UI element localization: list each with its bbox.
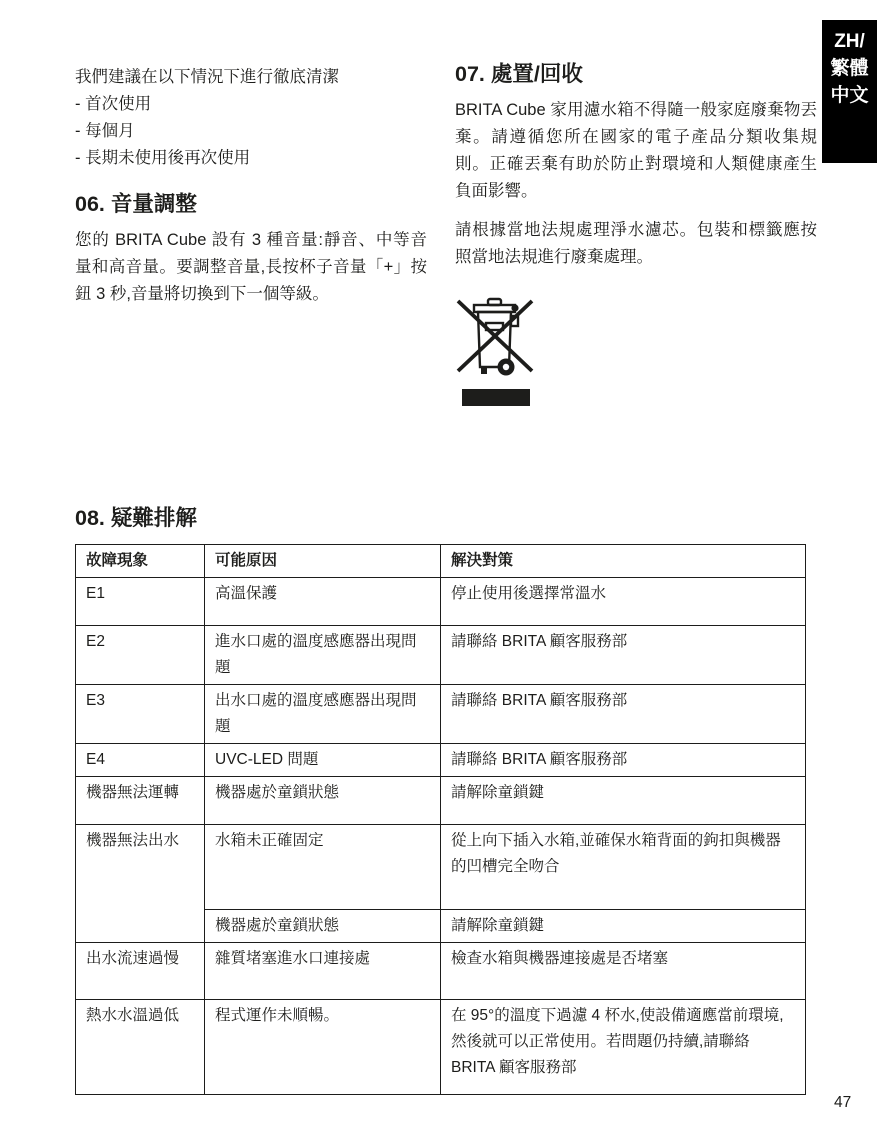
cell-symptom: E4	[76, 744, 205, 777]
cell-cause: 進水口處的溫度感應器出現問題	[205, 626, 441, 685]
cell-solution: 請聯絡 BRITA 顧客服務部	[441, 744, 806, 777]
table-row	[76, 626, 806, 685]
language-tab-line: 中文	[830, 85, 869, 106]
language-tab-line: 繁體	[830, 58, 869, 79]
cell-cause: 程式運作未順暢。	[205, 1000, 441, 1095]
cell-solution: 請聯絡 BRITA 顧客服務部	[441, 685, 806, 744]
cleaning-intro-line: - 長期未使用後再次使用	[75, 149, 251, 167]
cleaning-intro-line: - 每個月	[75, 122, 135, 140]
section06-title: 06. 音量調整	[75, 192, 197, 216]
cell-cause: 機器處於童鎖狀態	[205, 910, 441, 943]
cell-cause: 出水口處的溫度感應器出現問題	[205, 685, 441, 744]
table-row	[76, 744, 806, 777]
cell-cause: 機器處於童鎖狀態	[205, 777, 441, 825]
cell-cause: 雜質堵塞進水口連接處	[205, 943, 441, 1000]
section07-para1: BRITA Cube 家用濾水箱不得隨一般家庭廢棄物丟棄。請遵循您所在國家的電子產品分類收集規則。正確丟棄有助於防止對環境和人類健康產生負面影響。	[455, 101, 817, 200]
table-row	[76, 1000, 806, 1095]
cell-symptom: 機器無法運轉	[76, 777, 205, 825]
cell-symptom: E2	[76, 626, 205, 685]
table-header-row	[76, 545, 806, 578]
cell-solution: 請聯絡 BRITA 顧客服務部	[441, 626, 806, 685]
page-number: 47	[834, 1094, 852, 1111]
cell-solution: 請解除童鎖鍵	[441, 910, 806, 943]
cell-symptom: 機器無法出水	[76, 825, 205, 943]
header-cause: 可能原因	[205, 545, 441, 578]
section07-para2: 請根據當地法規處理淨水濾芯。包裝和標籤應按照當地法規進行廢棄處理。	[455, 221, 817, 266]
cell-cause: UVC-LED 問題	[205, 744, 441, 777]
cell-symptom: 熱水水溫過低	[76, 1000, 205, 1095]
table-row	[76, 943, 806, 1000]
cell-cause: 高溫保護	[205, 578, 441, 626]
section08-title: 08. 疑難排解	[75, 506, 197, 530]
cell-solution: 停止使用後選擇常溫水	[441, 578, 806, 626]
left-column	[75, 64, 427, 308]
table-row	[76, 685, 806, 744]
header-solution: 解決對策	[441, 545, 806, 578]
table-row	[76, 578, 806, 626]
language-tab	[822, 20, 877, 163]
cleaning-intro-line: - 首次使用	[75, 95, 152, 113]
cell-solution: 從上向下插入水箱,並確保水箱背面的鉤扣與機器的凹槽完全吻合	[441, 825, 806, 910]
cell-solution: 在 95°的溫度下過濾 4 杯水,使設備適應當前環境,然後就可以正常使用。若問題仍持續,請聯絡 BRITA 顧客服務部	[441, 1000, 806, 1095]
cell-symptom: 出水流速過慢	[76, 943, 205, 1000]
troubleshooting-table	[75, 544, 806, 1095]
cell-symptom: E3	[76, 685, 205, 744]
language-tab-line: ZH/	[834, 31, 865, 52]
cell-solution: 檢查水箱與機器連接處是否堵塞	[441, 943, 806, 1000]
crossed-out-wheelie-bin-icon	[455, 295, 535, 377]
weee-symbol	[455, 295, 817, 406]
section07-title: 07. 處置/回收	[455, 62, 583, 86]
table-row	[76, 777, 806, 825]
cell-cause: 水箱未正確固定	[205, 825, 441, 910]
header-symptom: 故障現象	[76, 545, 205, 578]
section08	[75, 504, 807, 1095]
right-column	[455, 60, 817, 406]
cell-solution: 請解除童鎖鍵	[441, 777, 806, 825]
section06-body: 您的 BRITA Cube 設有 3 種音量:靜音、中等音量和高音量。要調整音量,長按杯子音量「+」按鈕 3 秒,音量將切換到下一個等級。	[75, 231, 427, 303]
weee-black-bar	[462, 389, 530, 406]
cleaning-intro-line: 我們建議在以下情況下進行徹底清潔	[75, 68, 339, 86]
cell-symptom: E1	[76, 578, 205, 626]
table-row	[76, 825, 806, 910]
